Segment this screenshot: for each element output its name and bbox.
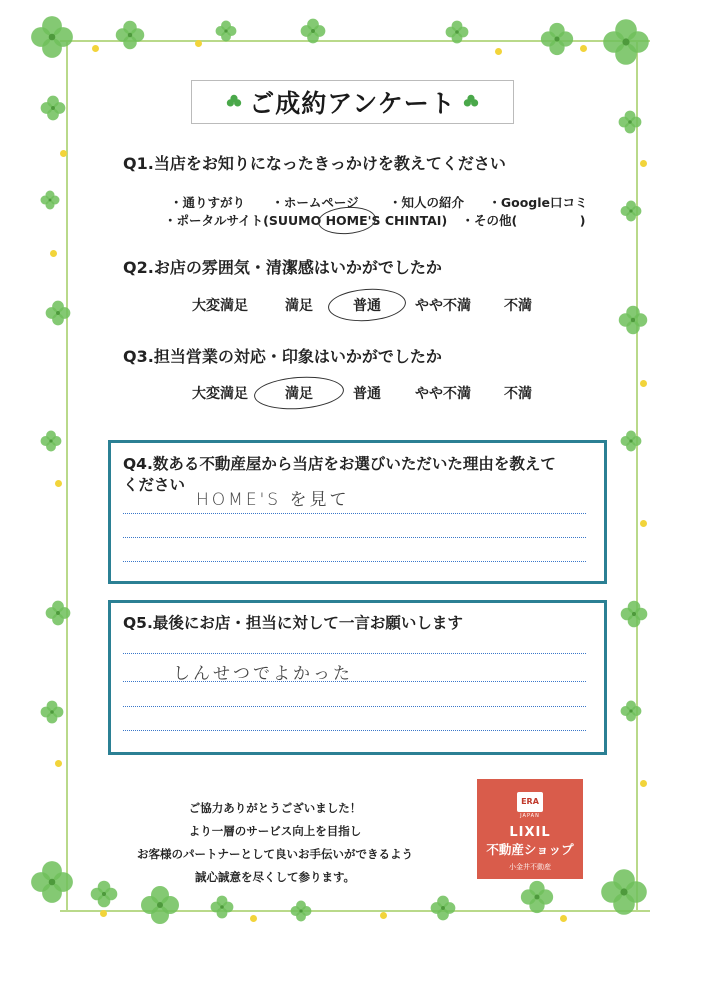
answer-line (123, 537, 586, 538)
q4-question-line2: ください (123, 476, 186, 494)
decor-dot (250, 915, 257, 922)
q3-choices (178, 383, 548, 403)
era-logo-sub: JAPAN (520, 813, 540, 819)
clover-icon (300, 18, 326, 44)
q1-portal-prefix: ・ポータルサイト(SUUMO (164, 213, 326, 228)
clover-icon (115, 20, 145, 50)
survey-title: ご成約アンケート (249, 89, 456, 118)
decor-dot (100, 910, 107, 917)
lixil-shop-logo (477, 779, 583, 879)
frame-vine-right (636, 40, 638, 910)
q1-option-other[interactable]: ・その他( ) (461, 213, 586, 228)
q4-question-line1: Q4.数ある不動産屋から当店をお選びいただいた理由を教えて (123, 455, 556, 473)
decor-dot (60, 150, 67, 157)
lixil-brand: LIXIL (509, 825, 551, 840)
q1-option-portal[interactable] (164, 213, 452, 228)
q1-option[interactable]: ・ホームページ (271, 195, 359, 210)
decor-dot (640, 380, 647, 387)
clover-icon (225, 93, 243, 111)
q2-choice[interactable]: 満足 (285, 298, 313, 314)
q2-choice[interactable]: やや不満 (415, 298, 471, 314)
decor-dot (495, 48, 502, 55)
clover-icon (602, 18, 650, 66)
clover-icon (618, 110, 642, 134)
q2-choices (178, 295, 548, 315)
thanks-line: より一層のサービス向上を目指し (188, 824, 362, 838)
decor-dot (50, 250, 57, 257)
clover-icon (462, 93, 480, 111)
q3-choice[interactable]: 不満 (504, 386, 532, 402)
clover-icon (430, 895, 456, 921)
q1-portal-selected: HOME (325, 213, 368, 228)
decor-dot (380, 912, 387, 919)
q1-options-row1 (170, 193, 602, 211)
clover-icon (620, 600, 648, 628)
thanks-message (110, 797, 440, 889)
clover-icon (600, 868, 648, 916)
shop-name: 不動産ショップ (486, 842, 574, 857)
q1-option[interactable]: ・知人の紹介 (389, 195, 465, 210)
q2-choice[interactable]: 普通 (336, 295, 398, 315)
q3-choice[interactable]: 満足 (262, 383, 336, 403)
q5-box (108, 600, 607, 755)
thanks-line: お客様のパートナーとして良いお手伝いができるよう (137, 847, 413, 861)
q3-choice[interactable]: 大変満足 (192, 386, 248, 402)
thanks-line: ご協力ありがとうございました！ (188, 801, 362, 815)
clover-icon (210, 895, 234, 919)
decor-dot (640, 780, 647, 787)
clover-icon (40, 190, 60, 210)
clover-icon (40, 430, 62, 452)
clover-icon (620, 700, 642, 722)
q1-option[interactable]: ・Google口コミ (488, 195, 588, 210)
q2-choice[interactable]: 不満 (504, 298, 532, 314)
clover-icon (45, 300, 71, 326)
decor-dot (55, 480, 62, 487)
clover-icon (290, 900, 312, 922)
answer-line (123, 653, 586, 654)
clover-icon (40, 95, 66, 121)
clover-icon (45, 600, 71, 626)
decor-dot (580, 45, 587, 52)
clover-icon (30, 15, 74, 59)
decor-dot (640, 520, 647, 527)
frame-vine-left (66, 40, 68, 910)
answer-line (123, 561, 586, 562)
decor-dot (560, 915, 567, 922)
q4-box (108, 440, 607, 584)
clover-icon (40, 700, 64, 724)
clover-icon (620, 200, 642, 222)
clover-icon (445, 20, 469, 44)
clover-icon (140, 885, 180, 925)
decor-dot (640, 160, 647, 167)
decor-dot (55, 760, 62, 767)
clover-icon (540, 22, 574, 56)
q1-options-row2 (164, 211, 599, 229)
q1-option[interactable]: ・通りすがり (170, 195, 246, 210)
q3-choice[interactable]: やや不満 (415, 386, 471, 402)
q5-question: Q5.最後にお店・担当に対して一言お願いします (123, 614, 463, 632)
q3-choice[interactable]: 普通 (353, 386, 381, 402)
decor-dot (195, 40, 202, 47)
q2-choice[interactable]: 大変満足 (192, 298, 248, 314)
answer-line (123, 706, 586, 707)
clover-icon (215, 20, 237, 42)
clover-icon (618, 305, 648, 335)
thanks-line: 誠心誠意を尽くして参ります。 (194, 870, 356, 884)
survey-title-box (191, 80, 514, 124)
clover-icon (30, 860, 74, 904)
answer-line (123, 730, 586, 731)
answer-line (123, 681, 586, 682)
clover-icon (620, 430, 642, 452)
q4-answer[interactable]: HOME'S を見て (196, 490, 350, 510)
answer-line (123, 513, 586, 514)
clover-icon (520, 880, 554, 914)
decor-dot (92, 45, 99, 52)
q3-question: Q3.担当営業の対応・印象はいかがでしたか (123, 347, 442, 366)
q5-answer[interactable]: しんせつでよかった (173, 664, 353, 684)
q1-portal-suffix: 'S CHINTAI) (367, 213, 448, 228)
branch-name: 小金井不動産 (509, 863, 551, 871)
q1-question: Q1.当店をお知りになったきっかけを教えてください (123, 154, 506, 173)
q2-question: Q2.お店の雰囲気・清潔感はいかがでしたか (123, 258, 442, 277)
era-logo: ERA (517, 792, 543, 812)
